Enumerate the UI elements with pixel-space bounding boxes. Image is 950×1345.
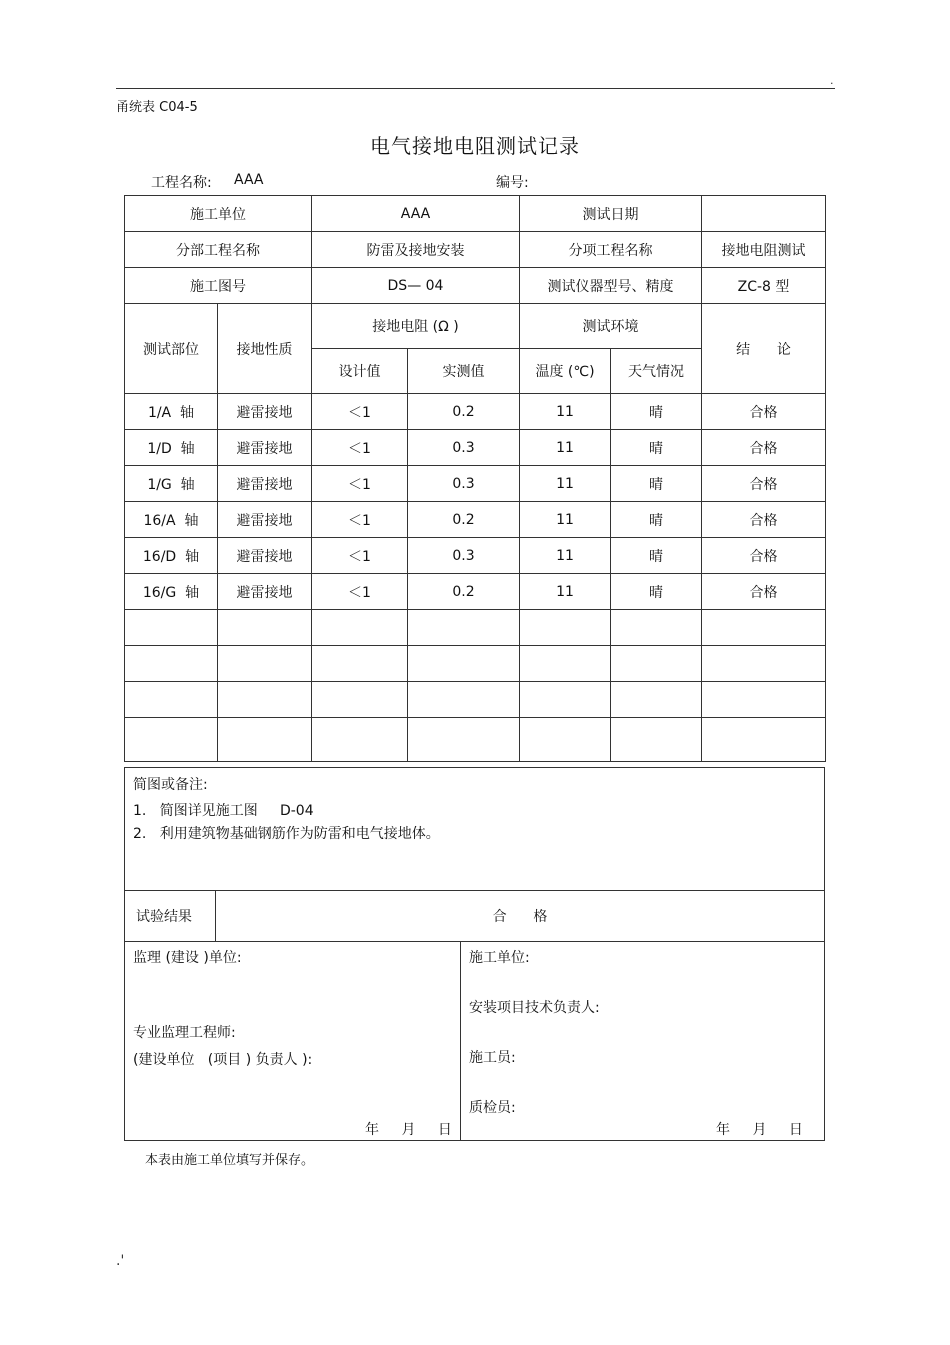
col-design-header: 设计值 xyxy=(312,349,408,394)
page-title: 电气接地电阻测试记录 xyxy=(370,134,580,158)
header-rule xyxy=(116,88,835,89)
notes-label: 简图或备注: xyxy=(133,777,208,793)
cell-weather: 晴 xyxy=(611,574,702,610)
cell-temperature: 11 xyxy=(520,430,611,466)
project-name-value: AAA xyxy=(234,172,264,188)
cell-location: 1/D 轴 xyxy=(125,430,218,466)
cell-conclusion: 合格 xyxy=(702,538,826,574)
cell-location: 16/A 轴 xyxy=(125,502,218,538)
table-row xyxy=(125,394,826,430)
date-month: 月 xyxy=(401,1122,416,1138)
cell-weather: 晴 xyxy=(611,430,702,466)
notes-cell xyxy=(125,768,825,891)
cell-nature: 避雷接地 xyxy=(218,502,312,538)
empty-row xyxy=(125,646,826,682)
cell-nature: 避雷接地 xyxy=(218,574,312,610)
date-day: 日 xyxy=(788,1122,803,1138)
cell-temperature: 11 xyxy=(520,574,611,610)
form-number: 甬统表 C04-5 xyxy=(116,100,198,115)
supervisor-engineer-label: 专业监理工程师: xyxy=(133,1025,236,1041)
contractor-signature-box xyxy=(461,942,825,1141)
test-date-label: 测试日期 xyxy=(520,196,702,232)
col-location-header: 测试部位 xyxy=(125,304,218,394)
cell-temperature: 11 xyxy=(520,466,611,502)
cell-conclusion: 合格 xyxy=(702,430,826,466)
col-resistance-header: 接地电阻 (Ω ) xyxy=(312,304,520,349)
contractor-unit-label: 施工单位: xyxy=(469,950,530,966)
supervisor-date xyxy=(365,1119,452,1139)
code-label: 编号: xyxy=(496,175,529,191)
cell-nature: 避雷接地 xyxy=(218,430,312,466)
col-measured-header: 实测值 xyxy=(408,349,520,394)
result-value: 合 格 xyxy=(216,891,825,942)
table-row xyxy=(125,502,826,538)
owner-rep-label: (建设单位 (项目 ) 负责人 ): xyxy=(133,1052,313,1068)
item-project-value: 接地电阻测试 xyxy=(702,232,826,268)
inspector-label: 质检员: xyxy=(469,1100,516,1116)
empty-row xyxy=(125,610,826,646)
date-year: 年 xyxy=(365,1122,379,1138)
cell-temperature: 11 xyxy=(520,538,611,574)
cell-weather: 晴 xyxy=(611,466,702,502)
cell-weather: 晴 xyxy=(611,394,702,430)
result-label: 试验结果 xyxy=(125,891,216,942)
corner-mark-bottom: .' xyxy=(116,1253,125,1269)
signature-section xyxy=(124,941,825,1141)
cell-measured: 0.3 xyxy=(408,538,520,574)
tech-lead-label: 安装项目技术负责人: xyxy=(469,1000,600,1016)
drawing-number-label: 施工图号 xyxy=(125,268,312,304)
date-month: 月 xyxy=(752,1122,767,1138)
cell-conclusion: 合格 xyxy=(702,466,826,502)
cell-conclusion: 合格 xyxy=(702,502,826,538)
instrument-value: ZC-8 型 xyxy=(702,268,826,304)
empty-row xyxy=(125,718,826,762)
cell-temperature: 11 xyxy=(520,394,611,430)
sub-project-value: 防雷及接地安装 xyxy=(312,232,520,268)
date-year: 年 xyxy=(716,1122,730,1138)
construction-unit-label: 施工单位 xyxy=(125,196,312,232)
sub-project-label: 分部工程名称 xyxy=(125,232,312,268)
footer-note: 本表由施工单位填写并保存。 xyxy=(145,1153,315,1168)
corner-mark-top: . xyxy=(830,74,834,87)
cell-nature: 避雷接地 xyxy=(218,394,312,430)
cell-design: ＜1 xyxy=(312,574,408,610)
cell-weather: 晴 xyxy=(611,538,702,574)
cell-conclusion: 合格 xyxy=(702,394,826,430)
col-weather-header: 天气情况 xyxy=(611,349,702,394)
col-conclusion-header: 结 论 xyxy=(702,304,826,394)
grounding-record-table xyxy=(124,195,826,762)
table-row xyxy=(125,574,826,610)
supervisor-signature-box xyxy=(125,942,461,1141)
result-section xyxy=(124,890,825,942)
notes-section xyxy=(124,767,825,891)
col-temperature-header: 温度 (℃) xyxy=(520,349,611,394)
contractor-date xyxy=(716,1119,803,1139)
cell-design: ＜1 xyxy=(312,538,408,574)
item-project-label: 分项工程名称 xyxy=(520,232,702,268)
cell-location: 1/A 轴 xyxy=(125,394,218,430)
cell-location: 16/G 轴 xyxy=(125,574,218,610)
table-row xyxy=(125,466,826,502)
cell-design: ＜1 xyxy=(312,394,408,430)
cell-design: ＜1 xyxy=(312,466,408,502)
cell-measured: 0.3 xyxy=(408,466,520,502)
cell-measured: 0.2 xyxy=(408,502,520,538)
supervisor-unit-label: 监理 (建设 )单位: xyxy=(133,950,242,966)
project-name-label: 工程名称: xyxy=(151,175,212,191)
drawing-number-value: DS— 04 xyxy=(312,268,520,304)
construction-unit-value: AAA xyxy=(312,196,520,232)
test-date-value xyxy=(702,196,826,232)
cell-weather: 晴 xyxy=(611,502,702,538)
cell-measured: 0.2 xyxy=(408,574,520,610)
notes-line-1: 1. 简图详见施工图 D-04 xyxy=(133,803,314,819)
cell-measured: 0.2 xyxy=(408,394,520,430)
instrument-label: 测试仪器型号、精度 xyxy=(520,268,702,304)
table-row xyxy=(125,430,826,466)
cell-nature: 避雷接地 xyxy=(218,466,312,502)
cell-location: 1/G 轴 xyxy=(125,466,218,502)
cell-temperature: 11 xyxy=(520,502,611,538)
notes-line-2: 2. 利用建筑物基础钢筋作为防雷和电气接地体。 xyxy=(133,826,440,842)
cell-design: ＜1 xyxy=(312,430,408,466)
date-day: 日 xyxy=(437,1122,452,1138)
cell-nature: 避雷接地 xyxy=(218,538,312,574)
cell-measured: 0.3 xyxy=(408,430,520,466)
table-row xyxy=(125,538,826,574)
cell-location: 16/D 轴 xyxy=(125,538,218,574)
empty-row xyxy=(125,682,826,718)
constructor-label: 施工员: xyxy=(469,1050,516,1066)
col-environment-header: 测试环境 xyxy=(520,304,702,349)
cell-design: ＜1 xyxy=(312,502,408,538)
col-nature-header: 接地性质 xyxy=(218,304,312,394)
cell-conclusion: 合格 xyxy=(702,574,826,610)
